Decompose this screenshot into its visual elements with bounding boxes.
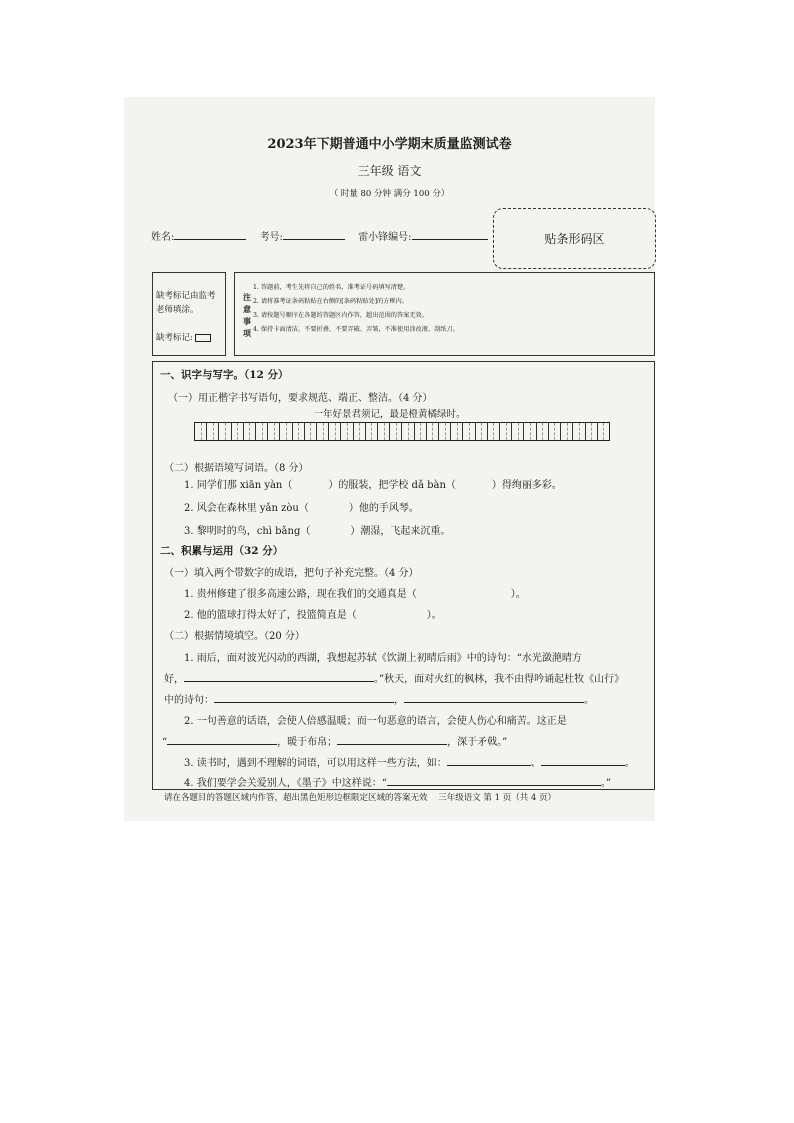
answer-blank[interactable] [404,692,584,703]
grid-cell[interactable] [293,423,305,440]
q2-line1-part2: ）的服装，把学校 dǎ bàn（ [328,480,456,491]
answer-blank[interactable] [541,755,625,766]
s2-p1-line2 [164,670,624,685]
s2-p1-l3b: ， [394,695,404,706]
s2-p2-l2b: ，暖于布帛； [277,737,338,748]
notes-head-char: 项 [243,328,251,338]
s2-p1-l2a: 好， [164,674,184,685]
notes-head-char: 意 [243,304,251,314]
answer-blank[interactable] [337,734,447,745]
s2-p2-l2a: “ [162,737,168,748]
s2-p4a: 4. 我们要学会关爱别人，《墨子》中这样说：“ [184,778,387,789]
s2-p1-line1: 1. 雨后，面对波光闪动的西湖，我想起苏轼《饮湖上初晴后雨》中的诗句：“水光潋滟晴方 [184,653,582,664]
grid-cell[interactable] [232,423,244,440]
s1-q1-title: （一）用正楷字书写语句，要求规范、端正、整洁。（4 分） [168,393,433,404]
writing-grid[interactable] [194,422,610,441]
s2-p3c: 。 [624,758,635,769]
grid-cell[interactable] [537,423,549,440]
grid-cell[interactable] [427,423,439,440]
grid-cell[interactable] [573,423,585,440]
q2-line2-part2: ）他的手风琴。 [348,503,419,514]
grid-cell[interactable] [512,423,524,440]
answer-blank[interactable] [214,692,394,703]
exam-title: 2023年下期普通中小学期末质量监测试卷 [267,137,512,152]
grid-cell[interactable] [354,423,366,440]
id-label: 考号: [259,232,283,243]
page-footer [164,791,556,803]
s2-p2-line1: 2. 一句善意的话语，会使人倍感温暖；而一句恶意的语言，会使人伤心和痛苦。这正是 [184,716,567,727]
grid-cell[interactable] [366,423,378,440]
barcode-area [493,208,656,269]
note-item: 4. 保持卡面清洁，不要折叠、不要弄破、弄皱，不准使用涂改液、刮纸刀。 [253,326,459,333]
grid-cell[interactable] [402,423,414,440]
grid-cell[interactable] [207,423,219,440]
section1-title: 一、识字与写字。（12 分） [160,369,289,381]
s2-p2-l2c: ，深于矛戟。” [447,737,508,748]
section2-title: 二、积累与运用（32 分） [160,545,284,557]
grid-cell[interactable] [195,423,207,440]
grid-cell[interactable] [415,423,427,440]
s2-p2-line2 [162,733,507,748]
note-item: 3. 请按题号顺序在各题的答题区内作答，超出范围的答案无效。 [253,312,428,319]
notes-box [234,272,655,356]
absent-text-1: 缺考标记由监考 [156,291,216,301]
answer-blank[interactable] [184,671,374,682]
grid-cell[interactable] [524,423,536,440]
grid-cell[interactable] [390,423,402,440]
s2-q1-line1-part1: 1. 贵州修建了很多高速公路，现在我们的交通真是（ [184,589,417,600]
s2-q1-line2-part1: 2. 他的篮球打得太好了，投篮简直是（ [184,610,357,621]
grid-cell[interactable] [256,423,268,440]
notes-head-char: 事 [243,316,251,326]
s1-q2-line3 [184,522,450,537]
exam-time-info: （ 时量 80 分钟 满分 100 分） [329,189,450,199]
s1-q2-title: （二）根据语境写词语。（8 分） [164,463,309,474]
absent-checkbox[interactable] [195,334,211,342]
notes-list [253,281,459,337]
footer-note: 请在各题目的答题区域内作答，超出黑色矩形边框限定区域的答案无效 [164,793,428,803]
grid-cell[interactable] [268,423,280,440]
grid-cell[interactable] [329,423,341,440]
note-item: 2. 请将准考证条码粘贴在右侧的[条码粘贴处]的方框内。 [253,298,409,305]
grid-cell[interactable] [439,423,451,440]
grid-cell[interactable] [500,423,512,440]
grid-cell[interactable] [561,423,573,440]
s2-p4-line [184,774,611,789]
absent-mark-label: 缺考标记: [156,333,193,343]
answer-blank[interactable] [447,755,531,766]
s1-q2-line1 [184,476,562,491]
grid-cell[interactable] [463,423,475,440]
s2-p3-line [184,754,635,769]
s2-q1-title: （一）填入两个带数字的成语，把句子补充完整。（4 分） [164,568,419,579]
grid-cell[interactable] [244,423,256,440]
q2-line1-part1: 1. 同学们那 xiān yàn（ [184,480,293,491]
s2-q1-line1-part2: ）。 [510,589,526,600]
name-label: 姓名: [151,232,175,243]
q2-line3-part1: 3. 黎明时的鸟，chì bǎng（ [184,526,311,537]
grid-cell[interactable] [341,423,353,440]
exam-sheet [124,97,655,821]
q2-line3-part2: ）潮湿，飞起来沉重。 [350,526,451,537]
s1-q1-sentence: 一年好景君须记，最是橙黄橘绿时。 [313,409,466,420]
footer-page: 三年级语文 第 1 页（共 4 页） [438,793,557,803]
s2-p1-l3a: 中的诗句： [164,695,214,706]
s2-p4b: 。” [600,778,611,789]
s2-p3a: 3. 读书时，遇到不理解的词语，可以用这样一些方法，如： [184,758,447,769]
name-field[interactable] [174,229,246,240]
grid-cell[interactable] [219,423,231,440]
grid-cell[interactable] [305,423,317,440]
grid-cell[interactable] [476,423,488,440]
q2-line1-part3: ）得绚丽多彩。 [491,480,562,491]
absent-box [152,272,226,356]
answer-blank[interactable] [167,734,277,745]
s2-q1-line1 [184,585,526,600]
s1-q2-line2 [184,499,419,514]
grid-cell[interactable] [549,423,561,440]
s2-p1-l2b: 。”秋天，面对火红的枫林，我不由得吟诵起杜牧《山行》 [374,674,625,685]
s2-q1-line2 [184,606,442,621]
q2-line2-part1: 2. 风会在森林里 yǎn zòu（ [184,503,309,514]
barcode-label: 贴条形码区 [544,232,605,246]
note-item: 1. 答题前，考生先将自己的姓名、准考证号码填写清楚。 [253,284,410,291]
absent-text-2: 老师填涂。 [156,305,199,315]
absent-mark-row [156,331,225,345]
s2-q1-line2-part2: ）。 [426,610,442,621]
notes-heading [242,291,252,339]
grid-cell[interactable] [451,423,463,440]
code-field[interactable] [412,229,488,240]
grid-cell[interactable] [598,423,609,440]
grid-cell[interactable] [280,423,292,440]
s2-p3b: 、 [530,758,541,769]
answer-blank[interactable] [387,775,601,786]
id-field[interactable] [283,229,345,240]
s2-p1-line3 [164,691,594,706]
grid-cell[interactable] [317,423,329,440]
grid-cell[interactable] [378,423,390,440]
s2-q2-title: （二）根据情境填空。（20 分） [164,631,305,642]
s2-p1-l3c: 。 [584,695,594,706]
student-info-row [151,228,488,243]
grid-cell[interactable] [488,423,500,440]
exam-subtitle: 三年级 语文 [357,164,422,178]
grid-cell[interactable] [586,423,598,440]
notes-head-char: 注 [243,292,251,302]
code-label: 雷小锋编号: [358,232,412,243]
